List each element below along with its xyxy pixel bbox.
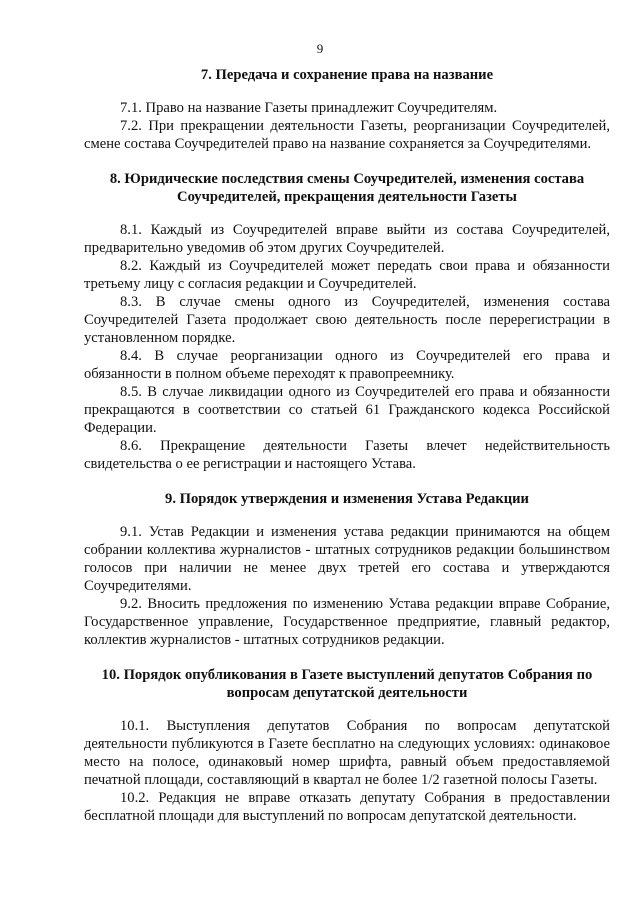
paragraph-10-2: 10.2. Редакция не вправе отказать депутату Собрания в предоставлении бесплатной площади для выступлений по вопросам депутатской деятельности.	[84, 790, 610, 824]
paragraph-7-2: 7.2. При прекращении деятельности Газеты, реорганизации Соучредителей, смене состава Соучредителей право на название сохраняется за Соучредителями.	[84, 118, 610, 152]
paragraph-8-3: 8.3. В случае смены одного из Соучредителей, изменения состава Соучредителей Газета продолжает свою деятельность после перерегистрации в установленном порядке.	[84, 294, 610, 346]
paragraph-7-1: 7.1. Право на название Газеты принадлежит Соучредителям.	[120, 100, 498, 116]
page-number: 9	[316, 41, 324, 56]
section-10	[84, 666, 610, 825]
section-heading: 8. Юридические последствия смены Соучредителей, изменения состава Соучредителей, прекращения деятельности Газеты	[109, 171, 585, 205]
section-heading: 9. Порядок утверждения и изменения Устава Редакции	[165, 491, 529, 507]
paragraph-8-5: 8.5. В случае ликвидации одного из Соучредителей его права и обязанности прекращаются в соответствии со статьей 61 Гражданского кодекса Российской Федерации.	[84, 384, 610, 436]
section-8	[84, 170, 610, 473]
paragraph-8-4: 8.4. В случае реорганизации одного из Соучредителей его права и обязанности в полном объеме переходят к правопреемнику.	[84, 348, 610, 382]
section-9	[84, 490, 610, 649]
section-heading: 10. Порядок опубликования в Газете выступлений депутатов Собрания по вопросам депутатской деятельности	[101, 667, 593, 701]
paragraph-8-1: 8.1. Каждый из Соучредителей вправе выйти из состава Соучредителей, предварительно уведомив об этом других Соучредителей.	[84, 222, 610, 256]
paragraph-8-6: 8.6. Прекращение деятельности Газеты влечет недействительность свидетельства о ее регистрации и настоящего Устава.	[84, 438, 610, 472]
paragraph-10-1: 10.1. Выступления депутатов Собрания по вопросам депутатской деятельности публикуются в Газете бесплатно на следующих условиях: одинаковое место на полосе, одинаковый номер шрифта, равный объем предоставляемой печатной площади, составляющий в квартал не более 1/2 газетной полосы Газеты.	[84, 718, 610, 788]
section-heading: 7. Передача и сохранение права на название	[200, 67, 494, 83]
paragraph-9-1: 9.1. Устав Редакции и изменения устава редакции принимаются на общем собрании коллектива журналистов - штатных сотрудников редакции большинством голосов при наличии не менее двух третей его состава и утверждаются Соучредителями.	[84, 524, 610, 594]
paragraph-8-2: 8.2. Каждый из Соучредителей может передать свои права и обязанности третьему лицу с согласия редакции и Соучредителей.	[84, 258, 610, 292]
document-body	[84, 66, 610, 825]
section-7	[84, 66, 610, 153]
paragraph-9-2: 9.2. Вносить предложения по изменению Устава редакции вправе Собрание, Государственное управление, Государственное предприятие, главный редактор, коллектив журналистов - штатных сотрудников редакции.	[84, 596, 610, 648]
